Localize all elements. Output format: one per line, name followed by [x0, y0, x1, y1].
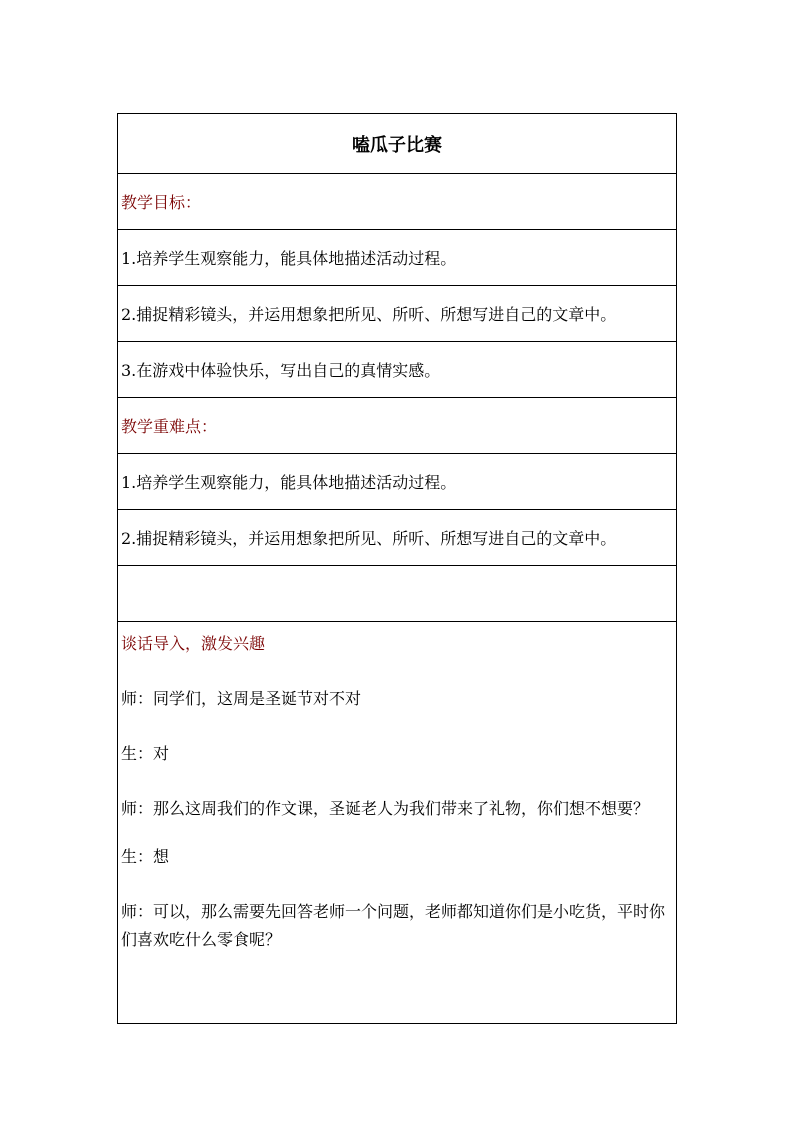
dialogue-line-1: 师：同学们，这周是圣诞节对不对: [121, 689, 362, 708]
teaching-process-cell: [118, 622, 676, 1023]
goal-item-1: 1.培养学生观察能力，能具体地描述活动过程。: [118, 230, 676, 286]
lesson-plan-table: [117, 113, 677, 1024]
goals-heading: 教学目标：: [118, 174, 676, 230]
key-points-heading: 教学重难点：: [118, 398, 676, 454]
goal-item-3: 3.在游戏中体验快乐，写出自己的真情实感。: [118, 342, 676, 398]
process-heading: 谈话导入，激发兴趣: [121, 634, 266, 653]
dialogue-line-4: 生：想: [121, 847, 170, 866]
dialogue-line-3: 师：那么这周我们的作文课，圣诞老人为我们带来了礼物，你们想不想要？: [121, 799, 650, 818]
document-title: 嗑瓜子比赛: [118, 114, 676, 174]
key-point-item-2: 2.捕捉精彩镜头，并运用想象把所见、所听、所想写进自己的文章中。: [118, 510, 676, 566]
goal-item-2: 2.捕捉精彩镜头，并运用想象把所见、所听、所想写进自己的文章中。: [118, 286, 676, 342]
key-point-item-1: 1.培养学生观察能力，能具体地描述活动过程。: [118, 454, 676, 510]
dialogue-line-2: 生：对: [121, 744, 170, 763]
dialogue-line-5: 师：可以，那么需要先回答老师一个问题，老师都知道你们是小吃货，平时你们喜欢吃什么零食呢？: [121, 902, 666, 949]
empty-row: [118, 566, 676, 622]
